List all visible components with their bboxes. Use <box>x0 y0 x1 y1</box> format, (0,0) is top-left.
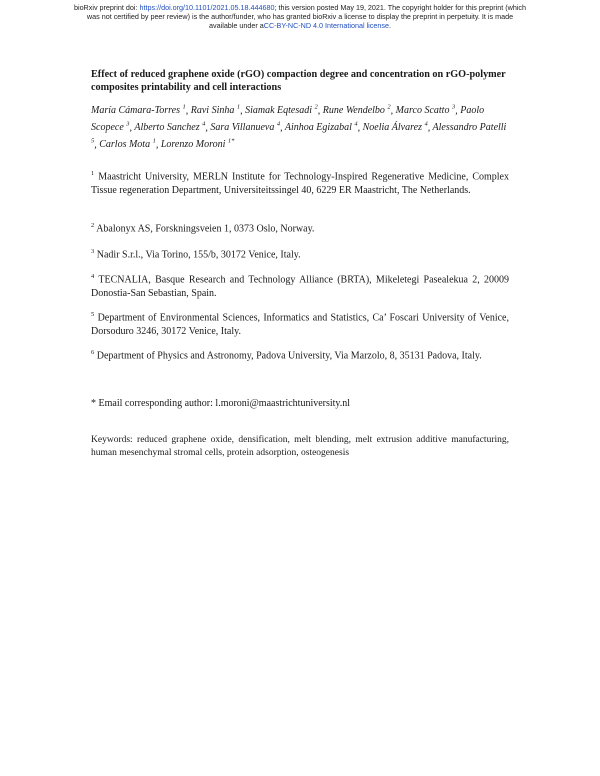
author <box>396 105 456 116</box>
affiliation-number: 2 <box>91 222 95 229</box>
author-affiliation-mark: 3 <box>126 120 130 128</box>
author-affiliation-mark: 4 <box>424 120 428 128</box>
author-affiliation-mark: 2 <box>387 104 391 111</box>
author-name: Carlos Mota <box>99 138 153 150</box>
author <box>161 139 235 150</box>
author-name: Ainhoa Egizabal <box>284 122 355 134</box>
author-affiliation-mark: 1 <box>152 137 156 145</box>
author-affiliation-mark: 1 <box>236 104 241 111</box>
author <box>363 122 428 133</box>
affiliation-text: Department of Environmental Sciences, Informatics and Statistics, Ca’ Foscari University of Venice, Dorsoduro 3246, 30172 Venice, Italy. <box>91 312 509 337</box>
preprint-header <box>10 3 590 30</box>
author-affiliation-mark: 4 <box>276 120 281 128</box>
author-affiliation-mark: 2 <box>314 104 318 111</box>
author <box>91 105 186 116</box>
affiliation-number: 1 <box>91 170 95 177</box>
affiliation-text: Maastricht University, MERLN Institute for Technology-Inspired Regenerative Medicine, Complex Tissue regeneration Department, Universiteitssingel 40, 6229 ER Maastricht, The Netherlands. <box>91 171 509 196</box>
author-affiliation-mark: 1* <box>227 137 235 145</box>
affiliation-text: Department of Physics and Astronomy, Padova University, Via Marzolo, 8, 35131 Padova, Italy. <box>96 350 482 362</box>
author-name: Noelia Álvarez <box>362 122 425 134</box>
affiliation-text: Abalonyx AS, Forskningsveien 1, 0373 Oslo, Norway. <box>96 223 315 235</box>
affiliation-number: 5 <box>91 311 95 318</box>
author-affiliation-mark: 4 <box>202 120 206 128</box>
affiliation-6 <box>91 346 509 363</box>
header-text: ; this version posted May 19, 2021. The copyright holder for this preprint (which <box>274 3 527 12</box>
author-name: María Cámara-Torres <box>91 105 183 117</box>
author-affiliation-mark: 3 <box>451 104 456 111</box>
author <box>99 139 156 150</box>
author-list: María Cámara-Torres $^1$, Ravi Sinha $^1$, Siamak Eqtesadi $^2$, Rune Wendelbo $^2$, Marco Scatto $^3$, Paolo Scopece $^3$, Alberto Sanchez $^4$, Sara Villanueva $^4$, Ainhoa Egizabal $^4$, Noelia Álvarez $^4$, Alessandro Patelli $^5$, Carlos Mota $^1$, Lorenzo Moroni $^{1*}$ <box>91 104 507 150</box>
affiliation-3 <box>91 245 509 262</box>
author-affiliation-mark: 5 <box>91 137 95 145</box>
keywords: Keywords: reduced graphene oxide, densification, melt blending, melt extrusion additive manufacturing, human mesenchymal stromal cells, protein adsorption, osteogenesis <box>91 435 509 458</box>
affiliation-number: 4 <box>91 273 95 280</box>
affiliation-1 <box>91 167 509 197</box>
affiliation-text: Nadir S.r.l., Via Torino, 155/b, 30172 Venice, Italy. <box>96 249 301 261</box>
author <box>285 122 358 133</box>
author <box>191 105 240 116</box>
author-affiliation-mark: 1 <box>182 104 186 111</box>
preprint-header-line-1 <box>10 3 590 12</box>
preprint-header-line-2: was not certified by peer review) is the author/funder, who has granted bioRxiv a license to display the preprint in perpetuity. It is made <box>86 12 514 21</box>
author-name: Marco Scatto <box>395 105 452 117</box>
author <box>323 105 391 116</box>
affiliation-2 <box>91 219 509 236</box>
paper-title: Effect of reduced graphene oxide (rGO) compaction degree and concentration on rGO-polymer composites printability and cell interactions <box>91 69 506 93</box>
author <box>245 105 318 116</box>
affiliation-5 <box>91 308 509 338</box>
header-text: available under a <box>209 21 264 30</box>
author <box>134 122 205 133</box>
license-link[interactable]: CC-BY-NC-ND 4.0 International license <box>263 21 389 30</box>
corresponding-author: * Email corresponding author: l.moroni@maastrichtuniversity.nl <box>91 398 351 409</box>
author-affiliation-mark: 4 <box>354 120 358 128</box>
author-name: Alberto Sanchez <box>134 122 203 134</box>
affiliation-4 <box>91 270 509 300</box>
author-name: Paolo Scopece <box>91 105 485 134</box>
header-text: bioRxiv preprint doi: <box>73 3 140 12</box>
author-name: Rune Wendelbo <box>322 105 388 117</box>
author <box>210 122 280 133</box>
header-text: . <box>388 21 391 30</box>
author-name: Sara Villanueva <box>210 122 277 134</box>
preprint-header-line-3 <box>10 21 590 30</box>
author-name: Lorenzo Moroni <box>160 138 228 150</box>
author-name: Ravi Sinha <box>190 105 237 117</box>
affiliation-number: 6 <box>91 349 95 356</box>
affiliation-text: TECNALIA, Basque Research and Technology Alliance (BRTA), Mikeletegi Pasealekua 2, 20009 Donostia-San Sebastian, Spain. <box>91 274 510 299</box>
author-name: Alessandro Patelli <box>432 122 507 134</box>
affiliation-number: 3 <box>91 248 95 255</box>
doi-link[interactable]: https://doi.org/10.1101/2021.05.18.444680 <box>139 3 275 12</box>
author-name: Siamak Eqtesadi <box>245 105 315 117</box>
